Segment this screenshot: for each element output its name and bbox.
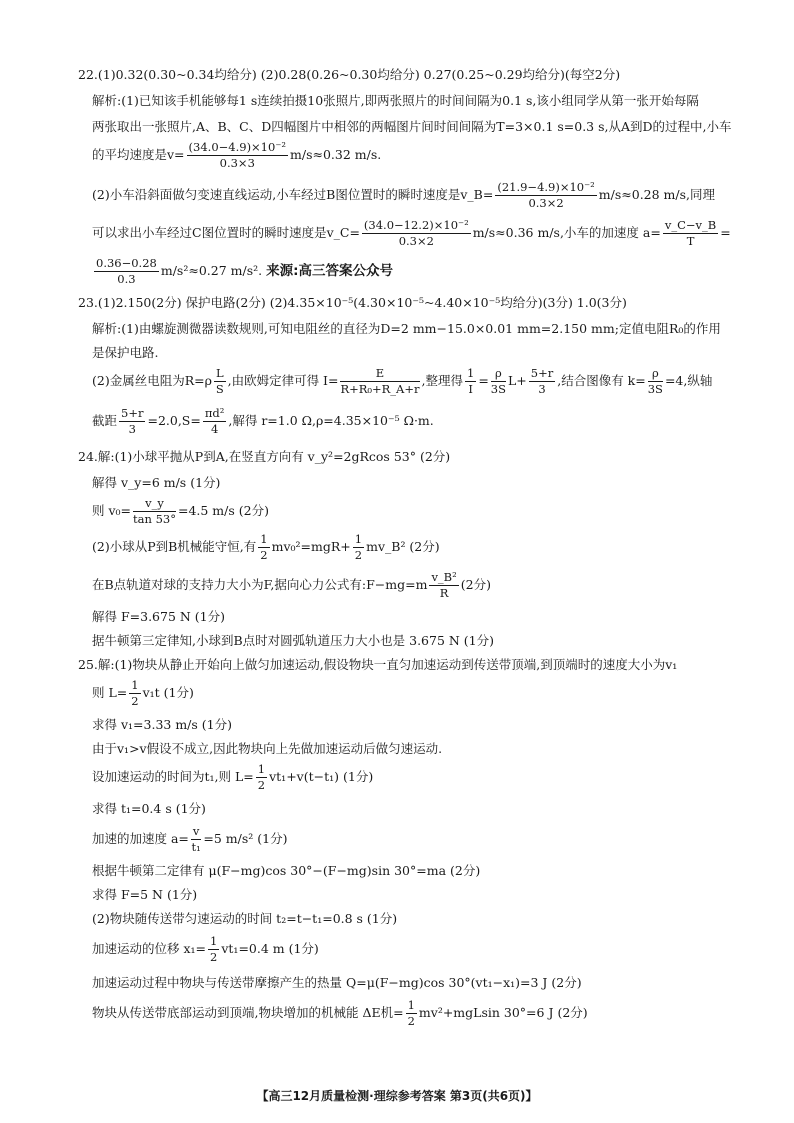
fraction: $\frac{1}{2}$ (257, 762, 266, 792)
fraction: $\frac{\rho}{3S}$ (490, 366, 506, 396)
fraction: $\frac{\text{(34.0−4.9)×10⁻²}}{0.3\times 3}$ (188, 140, 286, 170)
fraction: $\frac{0.36-0.28}{0.3}$ (96, 256, 157, 286)
q25-line-6: 求得 t₁=0.4 s (1分) (92, 801, 206, 816)
fraction: $\frac{5+r}{3}$ (530, 366, 554, 396)
fraction: $\frac{1}{2}$ (354, 532, 363, 562)
q22-analysis-line-1: 解析:(1)已知该手机能够每1 s连续拍摄10张照片,即两张照片的时间间隔为0.1 s,该小组同学从第一张开始每隔 (92, 93, 699, 108)
q25-line-10: (2)物块随传送带匀速运动的时间 t₂=t−t₁=0.8 s (1分) (92, 911, 398, 926)
fraction: $\frac{1}{2}$ (210, 934, 218, 964)
fraction: $\frac{E}{\text{R+R₀+R\_A+r}}$ (340, 366, 420, 396)
q25-line-5: 设加速运动的时间为t₁,则 L= $\frac{1}{2}$ vt₁+v(t−t₁) (1分) (92, 762, 374, 792)
q24-line-1: 24.解:(1)小球平抛从P到A,在竖直方向有 v_y²=2gRcos 53° (2分) (78, 449, 451, 464)
q25-line-1: 25.解:(1)物块从静止开始向上做匀加速运动,假设物块一直匀加速运动到传送带顶端,到顶端时的速度大小为v₁ (78, 657, 678, 672)
q24-line-5: 在B点轨道对球的支持力大小为F,据向心力公式有:F−mg=m $\frac{\text{v\_B²}}{R}$ (2分) (92, 570, 491, 600)
q22-average-velocity: 的平均速度是v= $\frac{\text{(34.0−4.9)×10⁻²}}{0.3\times 3}$ m/s≈0.32 m/s. (92, 140, 382, 170)
q23-analysis-line-1: 解析:(1)由螺旋测微器读数规则,可知电阻丝的直径为D=2 mm−15.0×0.01 mm=2.150 mm;定值电阻R₀的作用 (92, 321, 721, 336)
q23-header: 23.(1)2.150(2分) 保护电路(2分) (2)4.35×10⁻⁵(4.30×10⁻⁵~4.40×10⁻⁵均给分)(3分) 1.0(3分) (78, 295, 627, 310)
fraction: $\frac{v\_y}{\tan 53^\circ}$ (133, 496, 176, 526)
q25-line-2: 则 L= $\frac{1}{2}$ v₁t (1分) (92, 678, 194, 708)
fraction: $\frac{\rho}{3S}$ (647, 366, 663, 396)
q25-line-8: 根据牛顿第二定律有 μ(F−mg)cos 30°−(F−mg)sin 30°=ma (2分) (92, 863, 481, 878)
q24-line-3: 则 v₀= $\frac{v\_y}{\tan 53^\circ}$ =4.5 m/s (2分) (92, 496, 269, 526)
page-footer: 【高三12月质量检测·理综参考答案 第3页(共6页)】 (256, 1089, 538, 1103)
q23-intercept: 截距 $\frac{5+r}{3}$ =2.0,S= $\frac{\text{πd²}}{4}$ ,解得 r=1.0 Ω,ρ=4.35×10⁻⁵ Ω·m. (92, 406, 434, 436)
fraction: $\frac{1}{2}$ (131, 678, 139, 708)
fraction: $\frac{1}{2}$ (407, 998, 415, 1028)
q24-line-2: 解得 v_y=6 m/s (1分) (92, 475, 221, 490)
q23-resistance-formula: (2)金属丝电阻为R=ρ $\frac{L}{S}$ ,由欧姆定律可得 I= $\frac{E}{\text{R+R₀+R\_A+r}}$ ,整理得 $\frac{1}{I}$ = $\frac{\rho}{3S}$ L+ $\frac{5+r}{3}$ ,结合图像有 k= $\frac{\rho}{3S}$ =4,纵轴 (92, 366, 713, 396)
source-watermark: 来源:高三答案公众号 (266, 263, 393, 279)
fraction: $\frac{L}{S}$ (215, 366, 224, 396)
q24-line-7: 据牛顿第三定律知,小球到B点时对圆弧轨道压力大小也是 3.675 N (1分) (92, 633, 495, 648)
q25-line-3: 求得 v₁=3.33 m/s (1分) (92, 717, 232, 732)
fraction: $\frac{\text{(21.9−4.9)×10⁻²}}{0.3\times 2}$ (497, 180, 595, 210)
q22-acceleration: $\frac{0.36-0.28}{0.3}$ m/s²≈0.27 m/s². 来源:高三答案公众号 (96, 256, 393, 286)
q25-line-4: 由于v₁>v假设不成立,因此物块向上先做加速运动后做匀速运动. (92, 741, 443, 756)
q22-velocity-b: (2)小车沿斜面做匀变速直线运动,小车经过B图位置时的瞬时速度是v_B= $\frac{\text{(21.9−4.9)×10⁻²}}{0.3\times 2}$ m/s≈0.28 m/s,同理 (92, 180, 716, 210)
q24-line-6: 解得 F=3.675 N (1分) (92, 609, 225, 624)
fraction: $\frac{5+r}{3}$ (121, 406, 144, 436)
q22-velocity-c: 可以求出小车经过C图位置时的瞬时速度是v_C= $\frac{\text{(34.0−12.2)×10⁻²}}{0.3\times 2}$ m/s≈0.36 m/s,小车的加速度 a= $\frac{v\_C-v\_B}{T}$ = (92, 218, 731, 248)
q25-line-13: 物块从传送带底部运动到顶端,物块增加的机械能 ΔE机= $\frac{1}{2}$ mv²+mgLsin 30°=6 J (2分) (92, 998, 588, 1028)
q23-analysis-line-2: 是保护电路. (92, 345, 159, 360)
fraction: $\frac{1}{2}$ (260, 532, 268, 562)
q24-line-4: (2)小球从P到B机械能守恒,有 $\frac{1}{2}$ mv₀²=mgR+ $\frac{1}{2}$ mv_B² (2分) (92, 532, 440, 562)
fraction: $\frac{\text{v\_B²}}{R}$ (431, 570, 457, 600)
fraction: $\frac{\text{πd²}}{4}$ (204, 406, 225, 436)
fraction: $\frac{v}{\text{t₁}}$ (191, 824, 201, 854)
q22-header: 22.(1)0.32(0.30~0.34均给分) (2)0.28(0.26~0.30均给分) 0.27(0.25~0.29均给分)(每空2分) (78, 67, 621, 82)
fraction: $\frac{v\_C-v\_B}{T}$ (664, 218, 717, 248)
q25-line-7: 加速的加速度 a= $\frac{v}{\text{t₁}}$ =5 m/s² (1分) (92, 824, 288, 854)
q22-analysis-line-2: 两张取出一张照片,A、B、C、D四幅图片中相邻的两幅图片间时间间隔为T=3×0.1 s=0.3 s,从A到D的过程中,小车 (92, 119, 732, 134)
fraction: $\frac{1}{I}$ (466, 366, 475, 396)
q25-line-12: 加速运动过程中物块与传送带摩擦产生的热量 Q=μ(F−mg)cos 30°(vt₁−x₁)=3 J (2分) (92, 975, 582, 990)
fraction: $\frac{\text{(34.0−12.2)×10⁻²}}{0.3\times 2}$ (363, 218, 469, 248)
q25-line-9: 求得 F=5 N (1分) (92, 887, 198, 902)
q25-line-11: 加速运动的位移 x₁= $\frac{1}{2}$ vt₁=0.4 m (1分) (92, 934, 319, 964)
